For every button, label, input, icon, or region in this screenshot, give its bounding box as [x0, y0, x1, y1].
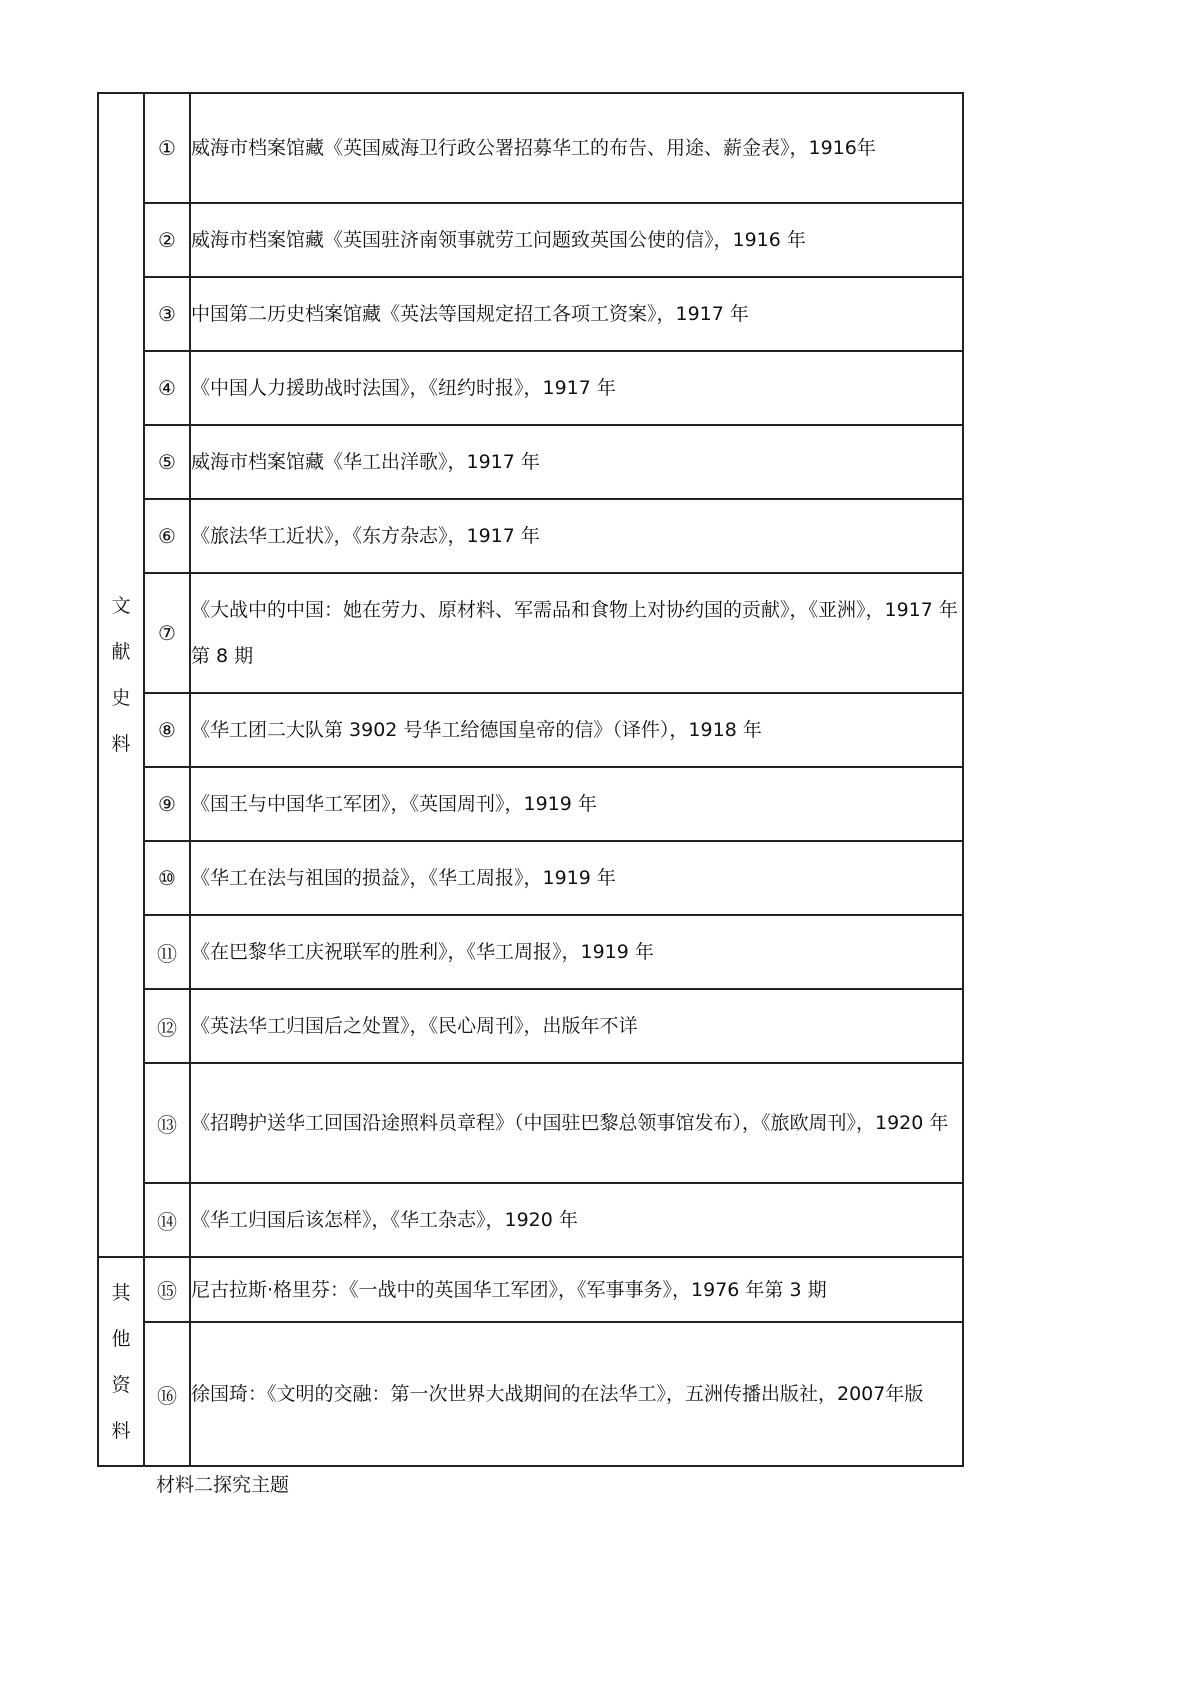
row-number: ⑪: [144, 915, 190, 989]
row-number: ⑬: [144, 1063, 190, 1183]
table-row: [98, 425, 963, 499]
table-row: [98, 351, 963, 425]
row-number: ⑥: [144, 499, 190, 573]
row-number: ⑤: [144, 425, 190, 499]
table-row: [98, 767, 963, 841]
source-entry: 《华工归国后该怎样》，《华工杂志》，1920 年: [190, 1183, 963, 1257]
table-row: [98, 1322, 963, 1466]
table-row: [98, 1063, 963, 1183]
table-row: [98, 1183, 963, 1257]
row-number: ②: [144, 203, 190, 277]
category-label: 其他资料: [111, 1281, 131, 1442]
source-entry: 《华工团二大队第 3902 号华工给德国皇帝的信》（译件），1918 年: [190, 693, 963, 767]
table-row: [98, 693, 963, 767]
source-entry: 中国第二历史档案馆藏《英法等国规定招工各项工资案》，1917 年: [190, 277, 963, 351]
row-number: ④: [144, 351, 190, 425]
row-number: ⑮: [144, 1257, 190, 1322]
source-entry: 《在巴黎华工庆祝联军的胜利》，《华工周报》，1919 年: [190, 915, 963, 989]
table-row: [98, 93, 963, 203]
row-number: ⑩: [144, 841, 190, 915]
source-entry: 《旅法华工近状》，《东方杂志》，1917 年: [190, 499, 963, 573]
row-number: ⑯: [144, 1322, 190, 1466]
source-entry: 《华工在法与祖国的损益》，《华工周报》，1919 年: [190, 841, 963, 915]
category-label: 文献史料: [111, 595, 131, 755]
source-entry: 威海市档案馆藏《英国威海卫行政公署招募华工的布告、用途、薪金表》，1916年: [190, 93, 963, 203]
source-entry: 《大战中的中国：她在劳力、原材料、军需品和食物上对协约国的贡献》，《亚洲》，1917 年第 8 期: [190, 573, 963, 693]
source-entry: 《中国人力援助战时法国》，《纽约时报》，1917 年: [190, 351, 963, 425]
row-number: ③: [144, 277, 190, 351]
table-row: [98, 573, 963, 693]
row-number: ⑦: [144, 573, 190, 693]
row-number: ⑧: [144, 693, 190, 767]
source-entry: 徐国琦：《文明的交融：第一次世界大战期间的在法华工》，五洲传播出版社，2007年版: [190, 1322, 963, 1466]
source-entry: 《国王与中国华工军团》，《英国周刊》，1919 年: [190, 767, 963, 841]
table-row: [98, 989, 963, 1063]
category-cell-documents: [98, 93, 144, 1257]
category-cell-other: [98, 1257, 144, 1466]
source-entry: 尼古拉斯·格里芬：《一战中的英国华工军团》，《军事事务》，1976 年第 3 期: [190, 1257, 963, 1322]
table-row: [98, 1257, 963, 1322]
section-caption: 材料二探究主题: [156, 1474, 290, 1496]
sources-table: [97, 92, 964, 1467]
table-row: [98, 203, 963, 277]
source-entry: 威海市档案馆藏《英国驻济南领事就劳工问题致英国公使的信》，1916 年: [190, 203, 963, 277]
source-entry: 《招聘护送华工回国沿途照料员章程》（中国驻巴黎总领事馆发布），《旅欧周刊》，1920 年: [190, 1063, 963, 1183]
table-row: [98, 915, 963, 989]
row-number: ⑫: [144, 989, 190, 1063]
table-row: [98, 499, 963, 573]
row-number: ⑭: [144, 1183, 190, 1257]
row-number: ①: [144, 93, 190, 203]
table-row: [98, 277, 963, 351]
table-row: [98, 841, 963, 915]
row-number: ⑨: [144, 767, 190, 841]
source-entry: 威海市档案馆藏《华工出洋歌》，1917 年: [190, 425, 963, 499]
source-entry: 《英法华工归国后之处置》，《民心周刊》，出版年不详: [190, 989, 963, 1063]
